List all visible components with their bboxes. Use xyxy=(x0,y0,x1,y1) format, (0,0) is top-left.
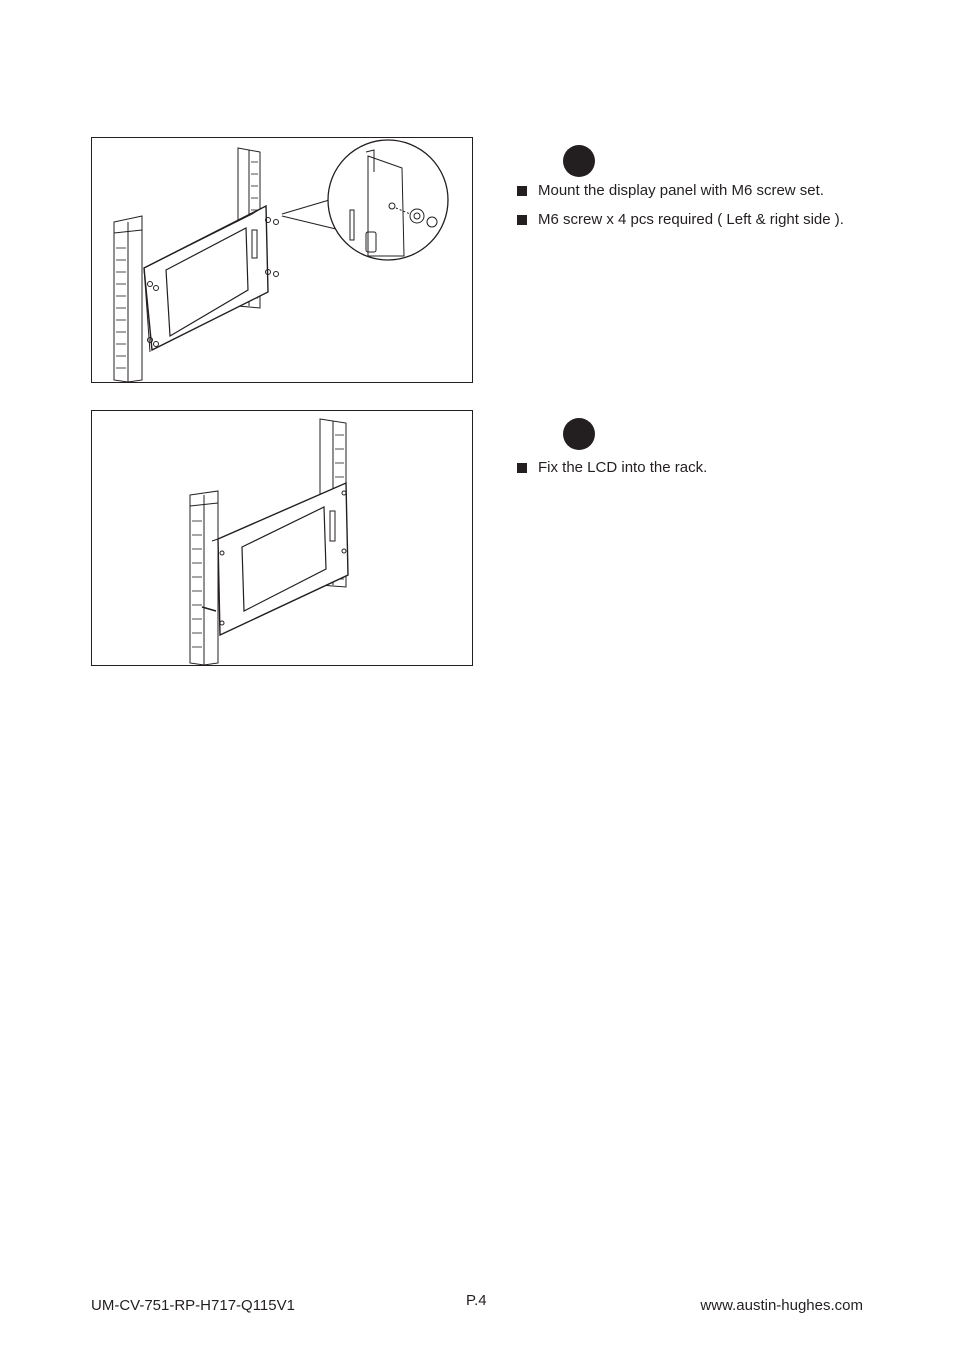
instruction-text: M6 screw x 4 pcs required ( Left & right side ). xyxy=(538,211,844,228)
square-bullet-icon xyxy=(517,186,527,196)
instruction-item xyxy=(517,453,707,482)
mounting-illustration xyxy=(91,137,473,383)
step-marker-1 xyxy=(563,145,595,177)
instruction-text: Fix the LCD into the rack. xyxy=(538,459,708,476)
step-1-instructions xyxy=(517,176,844,234)
step-2-instructions xyxy=(517,453,707,482)
instruction-item xyxy=(517,176,844,205)
instruction-item xyxy=(517,205,844,234)
fixed-lcd-illustration xyxy=(91,410,473,666)
square-bullet-icon xyxy=(517,215,527,225)
square-bullet-icon xyxy=(517,463,527,473)
lcd-in-rack-diagram xyxy=(92,411,474,667)
rack-mount-screws-diagram xyxy=(92,138,474,384)
step-marker-2 xyxy=(563,418,595,450)
instruction-text: Mount the display panel with M6 screw set. xyxy=(538,182,824,199)
website-link[interactable]: www.austin-hughes.com xyxy=(700,1297,863,1314)
document-id: UM-CV-751-RP-H717-Q115V1 xyxy=(91,1297,295,1314)
page-number: P.4 xyxy=(466,1292,487,1309)
